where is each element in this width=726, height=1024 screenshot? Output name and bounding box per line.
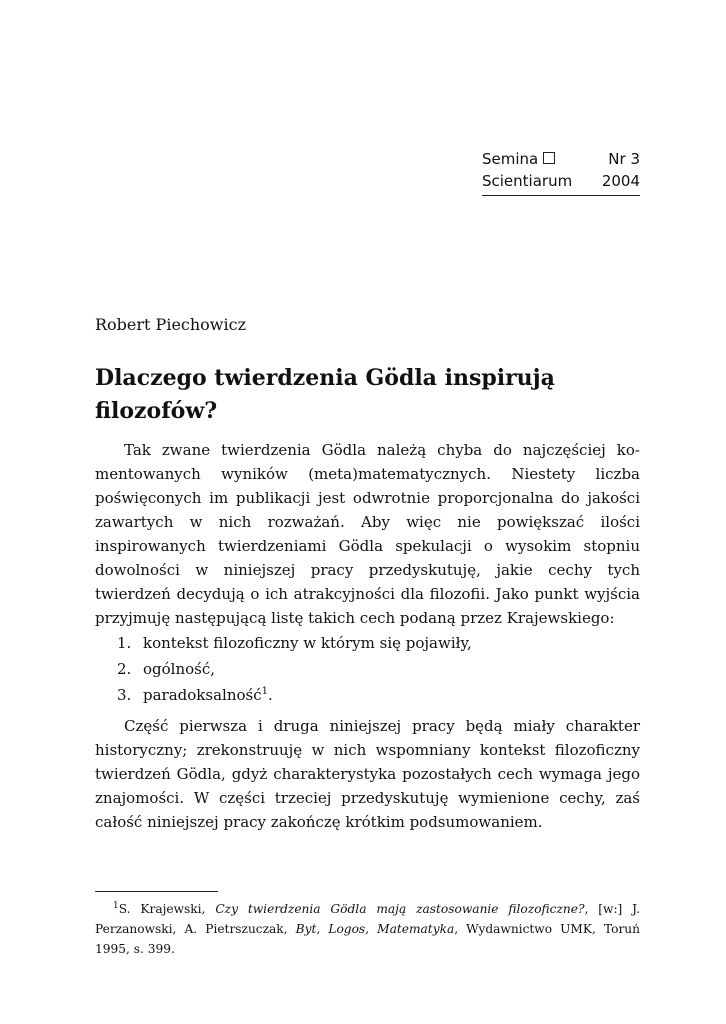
footnote — [95, 899, 640, 959]
journal-issue: Nr 3 — [608, 150, 640, 168]
list-item — [95, 656, 640, 682]
body-paragraph-2: Część pierwsza i druga niniejszej pracy będą miały charakter historyczny; zrekonstruuję w nich wspomniany kontekst filozoficzny twierdzeń Gödla, gdyż charakterystyka pozostałych cech wymaga jego znajomości. W części trzeciej przedyskutuję wymienione cechy, zaś całość niniejszej pracy zakończę krótkim podsumowaniem. — [95, 717, 640, 831]
footnote-reference[interactable]: 1 — [261, 686, 268, 697]
list-item-number: 3. — [117, 686, 132, 704]
article-body — [95, 438, 640, 834]
list-item-number: 2. — [117, 660, 132, 678]
footnote-mark: 1 — [113, 901, 119, 911]
footnote-author: S. Krajewski, — [118, 902, 216, 916]
footnote-title-2: Byt, Logos, Matematyka — [295, 922, 455, 936]
list-item-punctuation: . — [267, 686, 273, 704]
journal-name-line-2: Scientiarum — [482, 172, 573, 190]
footnote-rule — [95, 891, 218, 892]
list-item-text: kontekst filozoficzny w którym się pojawiły, — [143, 634, 472, 652]
feature-list — [95, 630, 640, 708]
footnote-rest: , Wydawnictwo UMK, Toruń 1995, s. 399. — [95, 922, 640, 956]
article-title: Dlaczego twierdzenia Gödla inspirują filozofów? — [95, 365, 555, 424]
article-author: Robert Piechowicz — [95, 315, 247, 334]
list-item-number: 1. — [117, 634, 132, 652]
footnote-separator: , [w:] J. Perzanowski, A. Pietrszuczak, — [95, 902, 640, 936]
list-item — [95, 630, 640, 656]
journal-header-row-1 — [482, 148, 640, 170]
journal-header-row-2 — [482, 170, 640, 192]
list-item-text: ogólność, — [143, 660, 216, 678]
square-icon — [543, 152, 555, 164]
journal-year: 2004 — [601, 172, 640, 190]
journal-header — [482, 148, 640, 196]
journal-header-rule — [482, 195, 640, 196]
journal-name-line-1: Semina — [482, 148, 555, 170]
footnote-title-1: Czy twierdzenia Gödla mają zastosowanie filozoficzne? — [215, 902, 585, 916]
list-item-text: paradoksalność — [143, 686, 262, 704]
list-item — [95, 682, 640, 708]
body-paragraph-1: Tak zwane twierdzenia Gödla należą chyba do najczęściej komentowanych wyników (meta)matematycznych. Niestety liczba poświęconych im publikacji jest odwrotnie proporcjonalna do jakości zawartych w nich rozważań. Aby więc nie powiększać ilości inspirowanych twierdzeniami Gödla spekulacji o wysokim stopniu dowolności w niniejszej pracy przedyskutuję, jakie cechy tych twierdzeń decydują o ich atrakcyjności dla filozofii. Jako punkt wyjścia przyjmuję następującą listę takich cech podaną przez Krajewskiego: — [95, 441, 640, 627]
